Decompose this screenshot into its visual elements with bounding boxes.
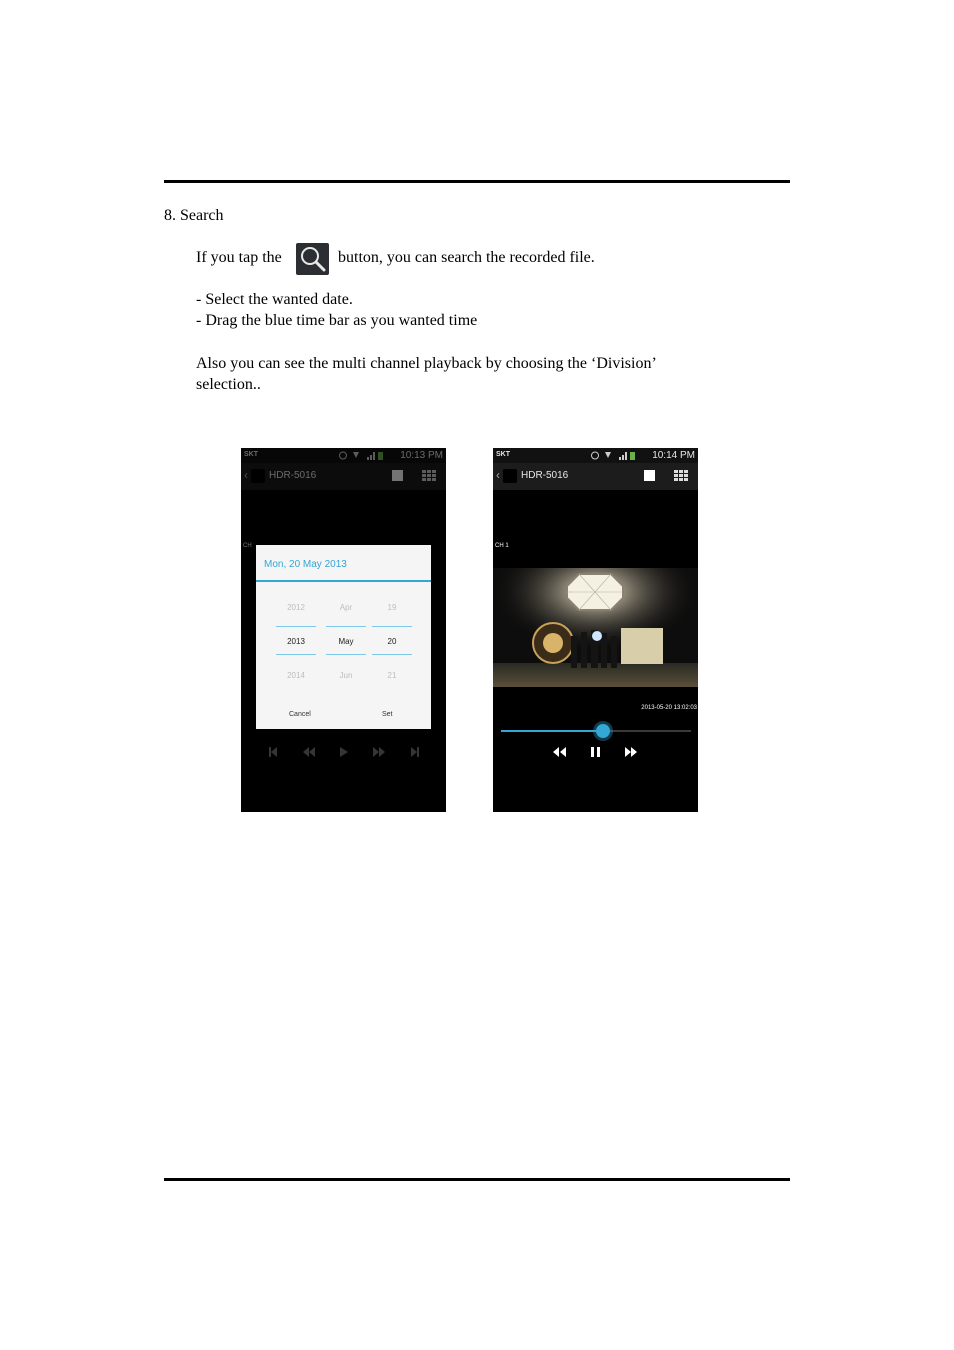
rewind-icon [553, 747, 566, 757]
phone-screenshot-playback [493, 448, 698, 812]
search-icon [296, 243, 329, 275]
year-upper-line [276, 626, 316, 627]
bottom-rule [164, 1178, 790, 1181]
playback-timestamp: 2013-05-20 13:02:03 [641, 705, 697, 711]
year-lower-line [276, 654, 316, 655]
day-selected[interactable]: 20 [387, 637, 397, 646]
day-next[interactable]: 21 [387, 671, 397, 680]
day-lower-line [372, 654, 412, 655]
month-lower-line [326, 654, 366, 655]
month-next[interactable]: Jun [339, 671, 353, 680]
division-paragraph-line-2: selection.. [196, 376, 261, 393]
status-icons [575, 451, 645, 460]
status-bar [493, 448, 698, 463]
bullet-drag-time-bar: - Drag the blue time bar as you wanted time [196, 312, 478, 329]
phone-screenshot-date-picker [241, 448, 446, 812]
channel-label: CH 1 [495, 543, 509, 549]
fast-forward-icon [625, 747, 637, 757]
search-button[interactable] [296, 243, 329, 275]
top-rule [164, 180, 790, 183]
title-divider [256, 580, 431, 582]
playback-controls [493, 743, 698, 761]
app-bar [493, 463, 698, 490]
year-prev[interactable]: 2012 [287, 603, 305, 612]
month-upper-line [326, 626, 366, 627]
carrier-label: SKT [496, 451, 510, 458]
pause-icon [591, 747, 600, 757]
playback-video-frame [493, 568, 698, 687]
bullet-select-date: - Select the wanted date. [196, 291, 353, 308]
single-view-icon[interactable] [644, 470, 655, 481]
set-button[interactable]: Set [382, 711, 393, 718]
day-prev[interactable]: 19 [387, 603, 397, 612]
month-selected[interactable]: May [338, 637, 354, 646]
app-title: HDR-5016 [521, 470, 569, 481]
month-prev[interactable]: Apr [339, 603, 353, 612]
year-selected[interactable]: 2013 [287, 637, 305, 646]
date-picker-dialog [256, 545, 431, 729]
time-bar-progress [501, 730, 603, 732]
app-logo-icon [503, 469, 517, 483]
date-picker-title: Mon, 20 May 2013 [264, 559, 347, 570]
time-bar-thumb[interactable] [596, 724, 610, 738]
cancel-button[interactable]: Cancel [289, 711, 311, 718]
instruction-if-tap: If you tap the [196, 249, 282, 266]
division-paragraph-line-1: Also you can see the multi channel playback by choosing the ‘Division’ [196, 355, 657, 372]
back-chevron-icon[interactable]: ‹ [496, 468, 500, 482]
day-upper-line [372, 626, 412, 627]
section-heading: 8. Search [164, 207, 224, 224]
year-next[interactable]: 2014 [287, 671, 305, 680]
instruction-button-rest: button, you can search the recorded file. [338, 249, 595, 266]
time-bar[interactable] [501, 730, 691, 732]
status-time: 10:14 PM [652, 450, 695, 461]
division-grid-icon[interactable] [674, 470, 688, 482]
